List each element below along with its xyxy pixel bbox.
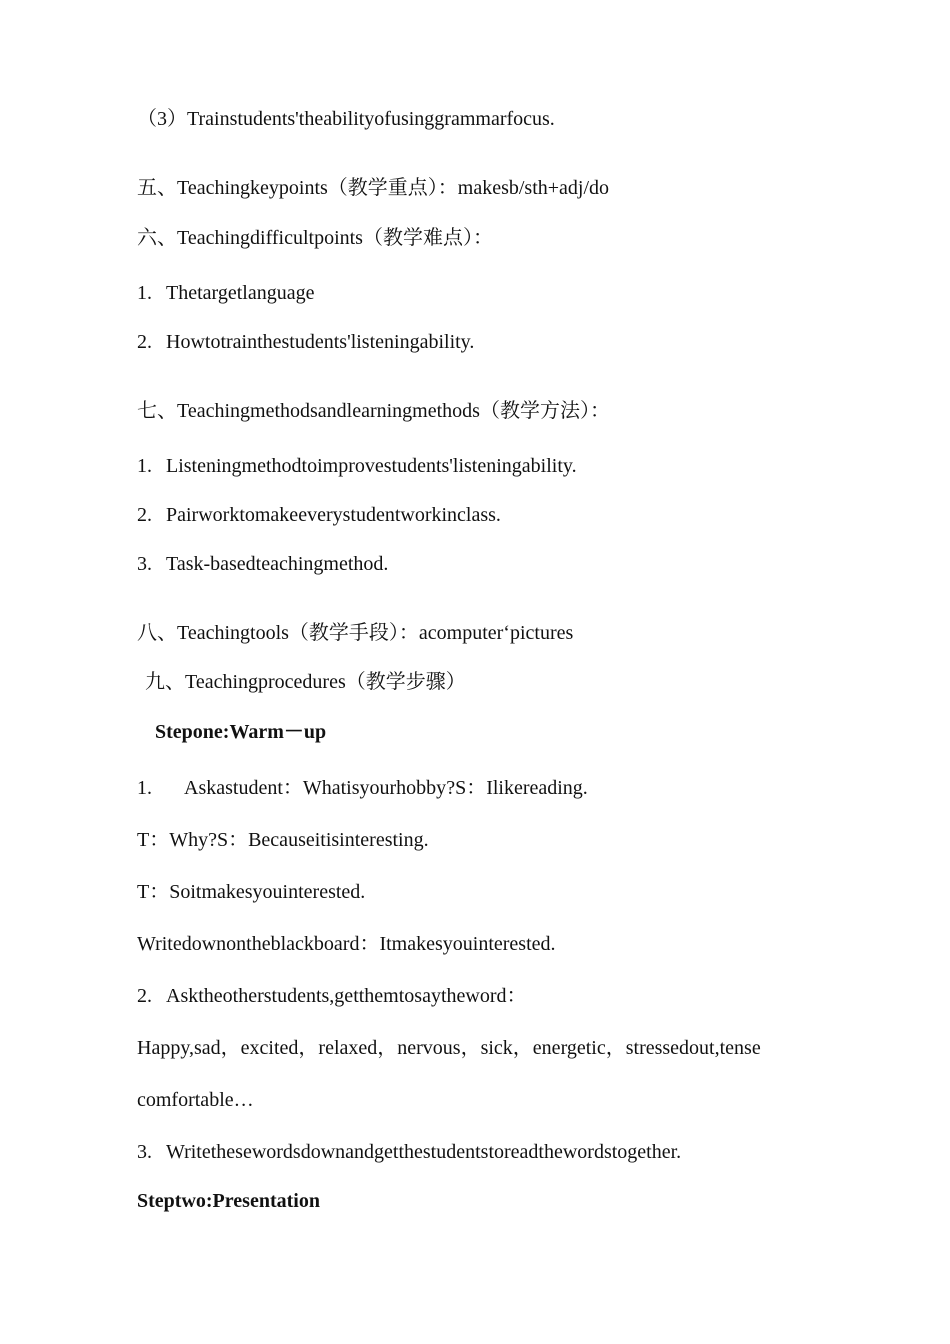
dialogue-text: T：Soitmakesyouinterested. [137, 881, 366, 903]
list-item [137, 776, 588, 800]
list-number: 2. [137, 504, 152, 526]
list-number: 3. [137, 553, 152, 575]
methods-text: 七、Teachingmethodsandlearningmethods（教学方法）： [137, 400, 610, 422]
list-text: Asktheotherstudents,getthemtosaytheword： [166, 985, 527, 1007]
section-methods [137, 399, 610, 423]
dialogue-line [137, 828, 429, 852]
list-number: 1. [137, 455, 152, 477]
step-one-heading [155, 720, 326, 744]
list-number: 3. [137, 1141, 152, 1163]
list-item [137, 552, 388, 576]
list-text: Thetargetlanguage [166, 282, 315, 304]
list-item [137, 1140, 681, 1164]
list-item [137, 984, 527, 1008]
list-text: Howtotrainthestudents'listeningability. [166, 331, 475, 353]
list-item [137, 281, 314, 305]
tools-text: 八、Teachingtools（教学手段）：acomputer‘pictures [137, 622, 574, 644]
step-one-text: Stepone:Warm－up [155, 721, 327, 743]
section-difficult-points [137, 226, 493, 250]
word-list-line [137, 1036, 761, 1060]
list-text: Task-basedteachingmethod. [166, 553, 389, 575]
procedures-text: 九、Teachingprocedures（教学步骤） [145, 671, 466, 693]
dialogue-text: T：Why?S：Becauseitisinteresting. [137, 829, 429, 851]
paragraph-text: Writedownontheblackboard：Itmakesyouinterested. [137, 933, 556, 955]
word-list-text: Happy,sad，excited，relaxed，nervous，sick，energetic，stressedout,tense [137, 1037, 761, 1059]
objective-3 [137, 107, 555, 131]
dialogue-line [137, 880, 365, 904]
list-number: 2. [137, 331, 152, 353]
list-number: 1. [137, 282, 152, 304]
list-item [137, 454, 577, 478]
word-list-line [137, 1088, 254, 1112]
list-item [137, 330, 474, 354]
list-number: 1. [137, 777, 152, 799]
objective-3-text: （3）Trainstudents'theabilityofusinggrammarfocus. [137, 108, 555, 130]
section-key-points [137, 176, 609, 200]
list-text: Pairworktomakeeverystudentworkinclass. [166, 504, 501, 526]
list-item [137, 503, 501, 527]
section-tools [137, 621, 573, 645]
paragraph-line [137, 932, 556, 956]
key-points-text: 五、Teachingkeypoints（教学重点）：makesb/sth+adj/do [137, 177, 610, 199]
list-text: Listeningmethodtoimprovestudents'listeningability. [166, 455, 577, 477]
list-number: 2. [137, 985, 152, 1007]
word-list-text: comfortable… [137, 1089, 254, 1111]
list-text: Writethesewordsdownandgetthestudentstoreadthewordstogether. [166, 1141, 682, 1163]
section-procedures [145, 670, 466, 694]
step-two-heading [137, 1189, 320, 1213]
step-two-text: Steptwo:Presentation [137, 1190, 320, 1212]
difficult-points-text: 六、Teachingdifficultpoints（教学难点）： [137, 227, 493, 249]
list-text: Askastudent：Whatisyourhobby?S：Ilikereading. [184, 777, 588, 799]
